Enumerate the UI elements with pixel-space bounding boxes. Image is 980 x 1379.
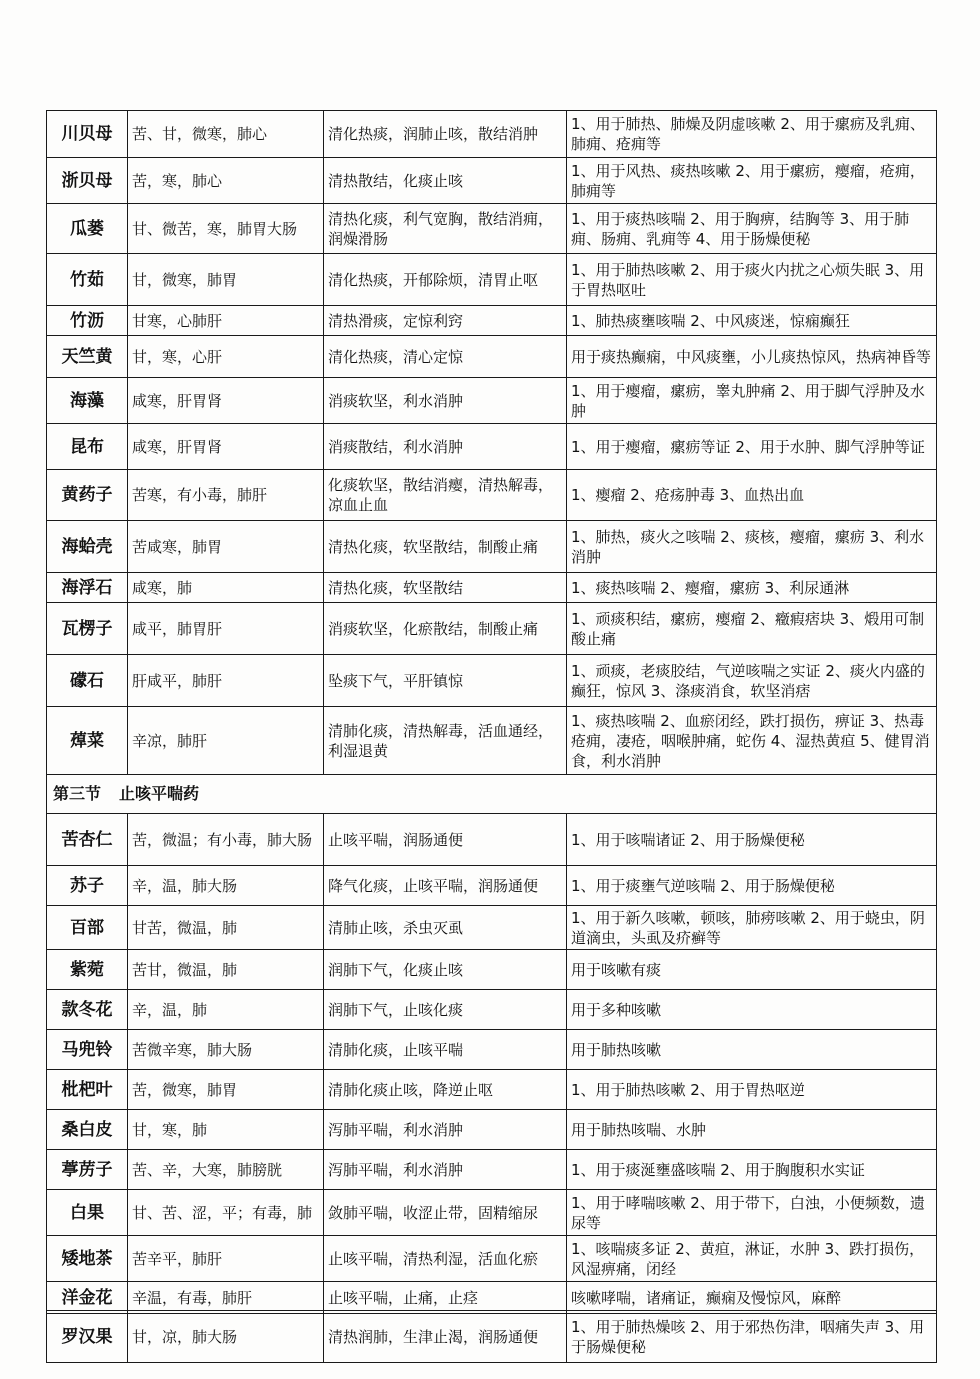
herb-name-cell: 海藻 [47, 378, 128, 424]
table-row [47, 1070, 937, 1110]
table-row [47, 1236, 937, 1282]
action-cell: 消痰散结，利水消肿 [324, 424, 567, 470]
nature-cell: 辛，温，肺大肠 [128, 866, 324, 906]
nature-cell: 甘寒，心肺肝 [128, 306, 324, 336]
action-cell: 清肺化痰止咳，降逆止呕 [324, 1070, 567, 1110]
nature-cell: 苦、辛，大寒，肺膀胱 [128, 1150, 324, 1190]
herb-name-cell: 瓦楞子 [47, 603, 128, 655]
table-row [47, 573, 937, 603]
table-row [47, 707, 937, 775]
nature-cell: 甘，寒，心肝 [128, 336, 324, 378]
usage-cell: 用于咳嗽有痰 [567, 950, 937, 990]
section-title: 止咳平喘药 [119, 784, 200, 803]
nature-cell: 苦、甘，微寒，肺心 [128, 111, 324, 158]
herb-name-cell: 百部 [47, 906, 128, 950]
herb-name-cell: 洋金花 [47, 1282, 128, 1314]
nature-cell: 咸寒，肝胃肾 [128, 378, 324, 424]
herb-name-cell: 罗汉果 [47, 1311, 128, 1363]
herb-table-continued [46, 1310, 937, 1363]
table-row [47, 814, 937, 866]
table-row [47, 1030, 937, 1070]
table-row [47, 1190, 937, 1236]
nature-cell: 苦辛平，肺肝 [128, 1236, 324, 1282]
herb-name-cell: 紫菀 [47, 950, 128, 990]
usage-cell: 1、顽痰积结，瘰疬，瘿瘤 2、癥瘕痞块 3、煅用可制酸止痛 [567, 603, 937, 655]
action-cell: 止咳平喘，润肠通便 [324, 814, 567, 866]
action-cell: 消痰软坚，化瘀散结，制酸止痛 [324, 603, 567, 655]
action-cell: 清热滑痰，定惊利窍 [324, 306, 567, 336]
action-cell: 清化热痰，润肺止咳，散结消肿 [324, 111, 567, 158]
table-row [47, 378, 937, 424]
action-cell: 化痰软坚，散结消瘿，清热解毒，凉血止血 [324, 470, 567, 521]
herb-name-cell: 黄药子 [47, 470, 128, 521]
table-row [47, 866, 937, 906]
section-number: 第三节 [53, 784, 102, 803]
usage-cell: 1、顽痰，老痰胶结，气逆咳喘之实证 2、痰火内盛的癫狂，惊风 3、涤痰消食，软坚消痞 [567, 655, 937, 707]
table-row [47, 336, 937, 378]
table-row [47, 424, 937, 470]
nature-cell: 苦微辛寒，肺大肠 [128, 1030, 324, 1070]
action-cell: 清肺化痰，止咳平喘 [324, 1030, 567, 1070]
table-row [47, 1110, 937, 1150]
table-row [47, 1282, 937, 1314]
nature-cell: 辛温，有毒，肺肝 [128, 1282, 324, 1314]
action-cell: 消痰软坚，利水消肿 [324, 378, 567, 424]
usage-cell: 1、瘿瘤 2、疮疡肿毒 3、血热出血 [567, 470, 937, 521]
herb-name-cell: 款冬花 [47, 990, 128, 1030]
herb-table-main [46, 110, 937, 1314]
nature-cell: 苦寒，有小毒，肺肝 [128, 470, 324, 521]
herb-name-cell: 竹茹 [47, 254, 128, 306]
action-cell: 止咳平喘，清热利湿，活血化瘀 [324, 1236, 567, 1282]
nature-cell: 甘苦，微温，肺 [128, 906, 324, 950]
action-cell: 清热化痰，软坚散结 [324, 573, 567, 603]
nature-cell: 辛凉，肺肝 [128, 707, 324, 775]
action-cell: 清化热痰，开郁除烦，清胃止呕 [324, 254, 567, 306]
action-cell: 泻肺平喘，利水消肿 [324, 1150, 567, 1190]
table-row [47, 470, 937, 521]
herb-name-cell: 枇杷叶 [47, 1070, 128, 1110]
action-cell: 坠痰下气，平肝镇惊 [324, 655, 567, 707]
nature-cell: 苦甘，微温，肺 [128, 950, 324, 990]
nature-cell: 甘，凉，肺大肠 [128, 1311, 324, 1363]
table-row [47, 521, 937, 573]
nature-cell: 甘、苦、涩，平；有毒，肺 [128, 1190, 324, 1236]
usage-cell: 用于痰热癫痫，中风痰壅，小儿痰热惊风，热病神昏等 [567, 336, 937, 378]
usage-cell: 1、用于痰涎壅盛咳喘 2、用于胸腹积水实证 [567, 1150, 937, 1190]
herb-name-cell: 矮地茶 [47, 1236, 128, 1282]
usage-cell: 1、用于肺热咳嗽 2、用于痰火内扰之心烦失眠 3、用于胃热呕吐 [567, 254, 937, 306]
usage-cell: 1、咳喘痰多证 2、黄疸，淋证，水肿 3、跌打损伤，风湿痹痛，闭经 [567, 1236, 937, 1282]
table-row [47, 950, 937, 990]
usage-cell: 1、用于肺热咳嗽 2、用于胃热呕逆 [567, 1070, 937, 1110]
table-row [47, 1150, 937, 1190]
nature-cell: 甘，寒，肺 [128, 1110, 324, 1150]
table-row [47, 906, 937, 950]
herb-name-cell: 白果 [47, 1190, 128, 1236]
nature-cell: 苦，微寒，肺胃 [128, 1070, 324, 1110]
action-cell: 清肺化痰，清热解毒，活血通经，利湿退黄 [324, 707, 567, 775]
action-cell: 清热润肺，生津止渴，润肠通便 [324, 1311, 567, 1363]
action-cell: 降气化痰，止咳平喘，润肠通便 [324, 866, 567, 906]
table-row [47, 306, 937, 336]
nature-cell: 咸平，肺胃肝 [128, 603, 324, 655]
usage-cell: 1、肺热，痰火之咳喘 2、痰核，瘿瘤，瘰疬 3、利水消肿 [567, 521, 937, 573]
table-row [47, 655, 937, 707]
action-cell: 润肺下气，化痰止咳 [324, 950, 567, 990]
herb-name-cell: 海浮石 [47, 573, 128, 603]
table-row [47, 204, 937, 254]
usage-cell: 1、用于瘿瘤，瘰疬，睾丸肿痛 2、用于脚气浮肿及水肿 [567, 378, 937, 424]
usage-cell: 1、用于风热、痰热咳嗽 2、用于瘰疬，瘿瘤，疮痈，肺痈等 [567, 158, 937, 204]
herb-name-cell: 川贝母 [47, 111, 128, 158]
usage-cell: 1、痰热咳喘 2、瘿瘤，瘰疬 3、利尿通淋 [567, 573, 937, 603]
table-row [47, 1311, 937, 1363]
herb-name-cell: 葶苈子 [47, 1150, 128, 1190]
table-row [47, 254, 937, 306]
usage-cell: 用于多种咳嗽 [567, 990, 937, 1030]
nature-cell: 甘、微苦，寒，肺胃大肠 [128, 204, 324, 254]
nature-cell: 苦，寒，肺心 [128, 158, 324, 204]
herb-name-cell: 瓜蒌 [47, 204, 128, 254]
nature-cell: 咸寒，肝胃肾 [128, 424, 324, 470]
nature-cell: 甘，微寒，肺胃 [128, 254, 324, 306]
table-row [47, 158, 937, 204]
nature-cell: 咸寒，肺 [128, 573, 324, 603]
usage-cell: 用于肺热咳嗽 [567, 1030, 937, 1070]
herb-name-cell: 昆布 [47, 424, 128, 470]
usage-cell: 1、用于新久咳嗽，顿咳，肺痨咳嗽 2、用于蛲虫，阴道滴虫，头虱及疥癣等 [567, 906, 937, 950]
table-row [47, 111, 937, 158]
action-cell: 敛肺平喘，收涩止带，固精缩尿 [324, 1190, 567, 1236]
herb-name-cell: 竹沥 [47, 306, 128, 336]
herb-name-cell: 海蛤壳 [47, 521, 128, 573]
usage-cell: 1、肺热痰壅咳喘 2、中风痰迷，惊痫癫狂 [567, 306, 937, 336]
nature-cell: 苦，微温；有小毒，肺大肠 [128, 814, 324, 866]
usage-cell: 1、用于痰壅气逆咳喘 2、用于肠燥便秘 [567, 866, 937, 906]
usage-cell: 1、用于肺热燥咳 2、用于邪热伤津，咽痛失声 3、用于肠燥便秘 [567, 1311, 937, 1363]
herb-name-cell: 苦杏仁 [47, 814, 128, 866]
table-row [47, 603, 937, 655]
nature-cell: 肝咸平，肺肝 [128, 655, 324, 707]
herb-name-cell: 苏子 [47, 866, 128, 906]
herb-name-cell: 浙贝母 [47, 158, 128, 204]
herb-name-cell: 马兜铃 [47, 1030, 128, 1070]
action-cell: 泻肺平喘，利水消肿 [324, 1110, 567, 1150]
action-cell: 润肺下气，止咳化痰 [324, 990, 567, 1030]
action-cell: 清热化痰，利气宽胸，散结消痈，润燥滑肠 [324, 204, 567, 254]
section-row [47, 775, 937, 814]
table-row [47, 990, 937, 1030]
herb-name-cell: 蔊菜 [47, 707, 128, 775]
action-cell: 清热化痰，软坚散结，制酸止痛 [324, 521, 567, 573]
usage-cell: 1、用于哮喘咳嗽 2、用于带下，白浊，小便频数，遗尿等 [567, 1190, 937, 1236]
section-heading [47, 775, 937, 814]
usage-cell: 1、痰热咳喘 2、血瘀闭经，跌打损伤，痹证 3、热毒疮痈，凄疮，咽喉肿痛，蛇伤 4、湿热黄疸 5、健胃消食，利水消肿 [567, 707, 937, 775]
usage-cell: 1、用于瘿瘤，瘰疬等证 2、用于水肿、脚气浮肿等证 [567, 424, 937, 470]
nature-cell: 苦咸寒，肺胃 [128, 521, 324, 573]
herb-name-cell: 礞石 [47, 655, 128, 707]
action-cell: 清热散结，化痰止咳 [324, 158, 567, 204]
usage-cell: 咳嗽哮喘，诸痛证，癫痫及慢惊风，麻醉 [567, 1282, 937, 1314]
usage-cell: 用于肺热咳喘、水肿 [567, 1110, 937, 1150]
action-cell: 清化热痰，清心定惊 [324, 336, 567, 378]
action-cell: 止咳平喘，止痛，止痉 [324, 1282, 567, 1314]
nature-cell: 辛，温，肺 [128, 990, 324, 1030]
usage-cell: 1、用于痰热咳喘 2、用于胸痹，结胸等 3、用于肺痈、肠痈、乳痈等 4、用于肠燥便秘 [567, 204, 937, 254]
usage-cell: 1、用于肺热、肺燥及阴虚咳嗽 2、用于瘰疬及乳痈、肺痈、疮痈等 [567, 111, 937, 158]
herb-name-cell: 天竺黄 [47, 336, 128, 378]
usage-cell: 1、用于咳喘诸证 2、用于肠燥便秘 [567, 814, 937, 866]
herb-name-cell: 桑白皮 [47, 1110, 128, 1150]
action-cell: 清肺止咳，杀虫灭虱 [324, 906, 567, 950]
